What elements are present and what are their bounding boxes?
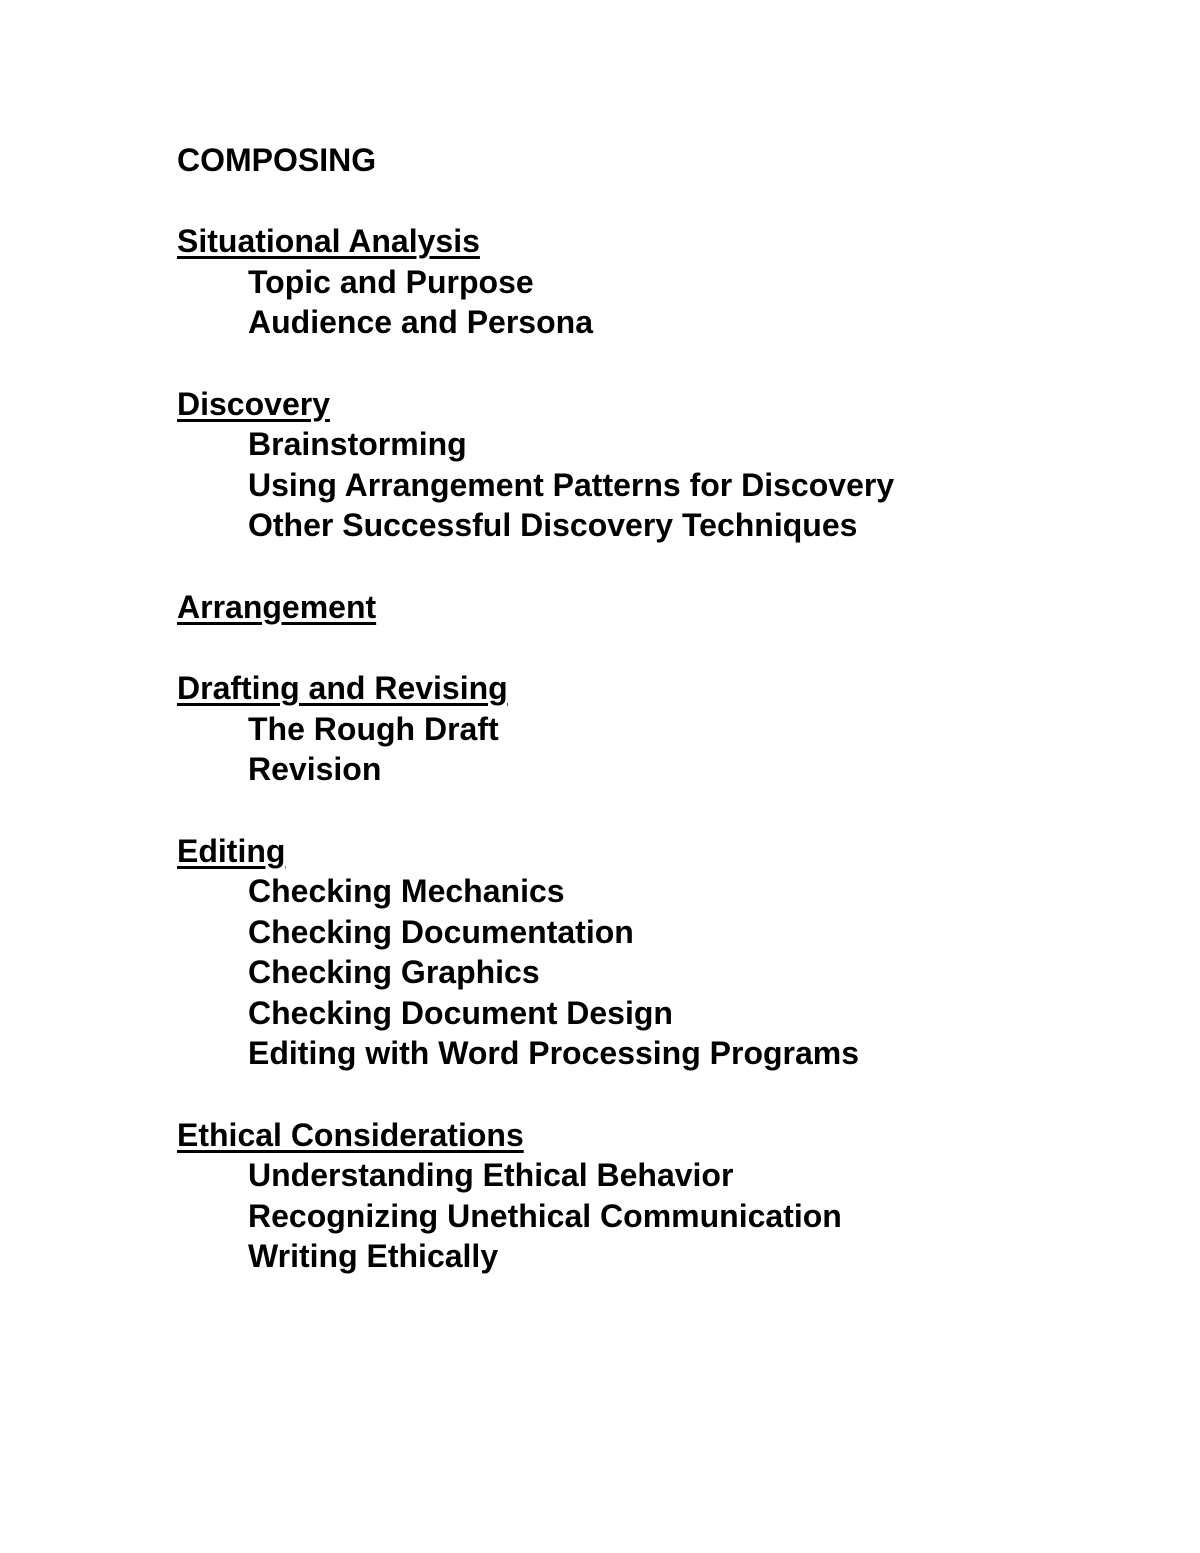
sub-topic-item: Checking Document Design — [248, 994, 673, 1031]
sub-topic-list — [177, 262, 1157, 343]
sub-topic-item: Checking Graphics — [248, 954, 540, 990]
sub-topic-list — [177, 871, 1157, 1074]
sub-topic-list — [177, 709, 1157, 790]
sub-topic-item: Audience and Persona — [248, 304, 593, 340]
page-title: COMPOSING — [177, 142, 377, 178]
sub-topic-item: Editing with Word Processing Programs — [248, 1035, 860, 1071]
sub-topic-item: Using Arrangement Patterns for Discovery — [248, 466, 895, 503]
sub-topic-item: Brainstorming — [248, 426, 467, 462]
section-heading: Arrangement — [177, 588, 377, 625]
sub-topic-item: Recognizing Unethical Communication — [248, 1197, 842, 1234]
section-heading: Editing — [177, 832, 286, 869]
section-ethical-considerations — [177, 1115, 1157, 1277]
document-page — [177, 140, 1157, 1277]
section-discovery — [177, 384, 1157, 546]
sub-topic-item: Checking Mechanics — [248, 873, 565, 909]
section-heading: Situational Analysis — [177, 223, 480, 259]
sub-topic-item: Writing Ethically — [248, 1238, 499, 1274]
sub-topic-item: Other Successful Discovery Techniques — [248, 507, 858, 543]
section-heading: Ethical Considerations — [177, 1116, 524, 1153]
section-situational-analysis — [177, 221, 1157, 343]
section-heading: Drafting and Revising — [177, 670, 508, 706]
section-arrangement — [177, 587, 1157, 628]
sub-topic-list — [177, 424, 1157, 546]
sub-topic-item: Topic and Purpose — [248, 263, 534, 300]
sub-topic-item: Checking Documentation — [248, 913, 634, 950]
sub-topic-item: The Rough Draft — [248, 710, 499, 747]
sub-topic-item: Understanding Ethical Behavior — [248, 1157, 734, 1193]
sub-topic-list — [177, 1155, 1157, 1277]
section-drafting-and-revising — [177, 668, 1157, 790]
section-heading: Discovery — [177, 385, 330, 422]
sub-topic-item: Revision — [248, 751, 382, 787]
section-editing — [177, 831, 1157, 1074]
